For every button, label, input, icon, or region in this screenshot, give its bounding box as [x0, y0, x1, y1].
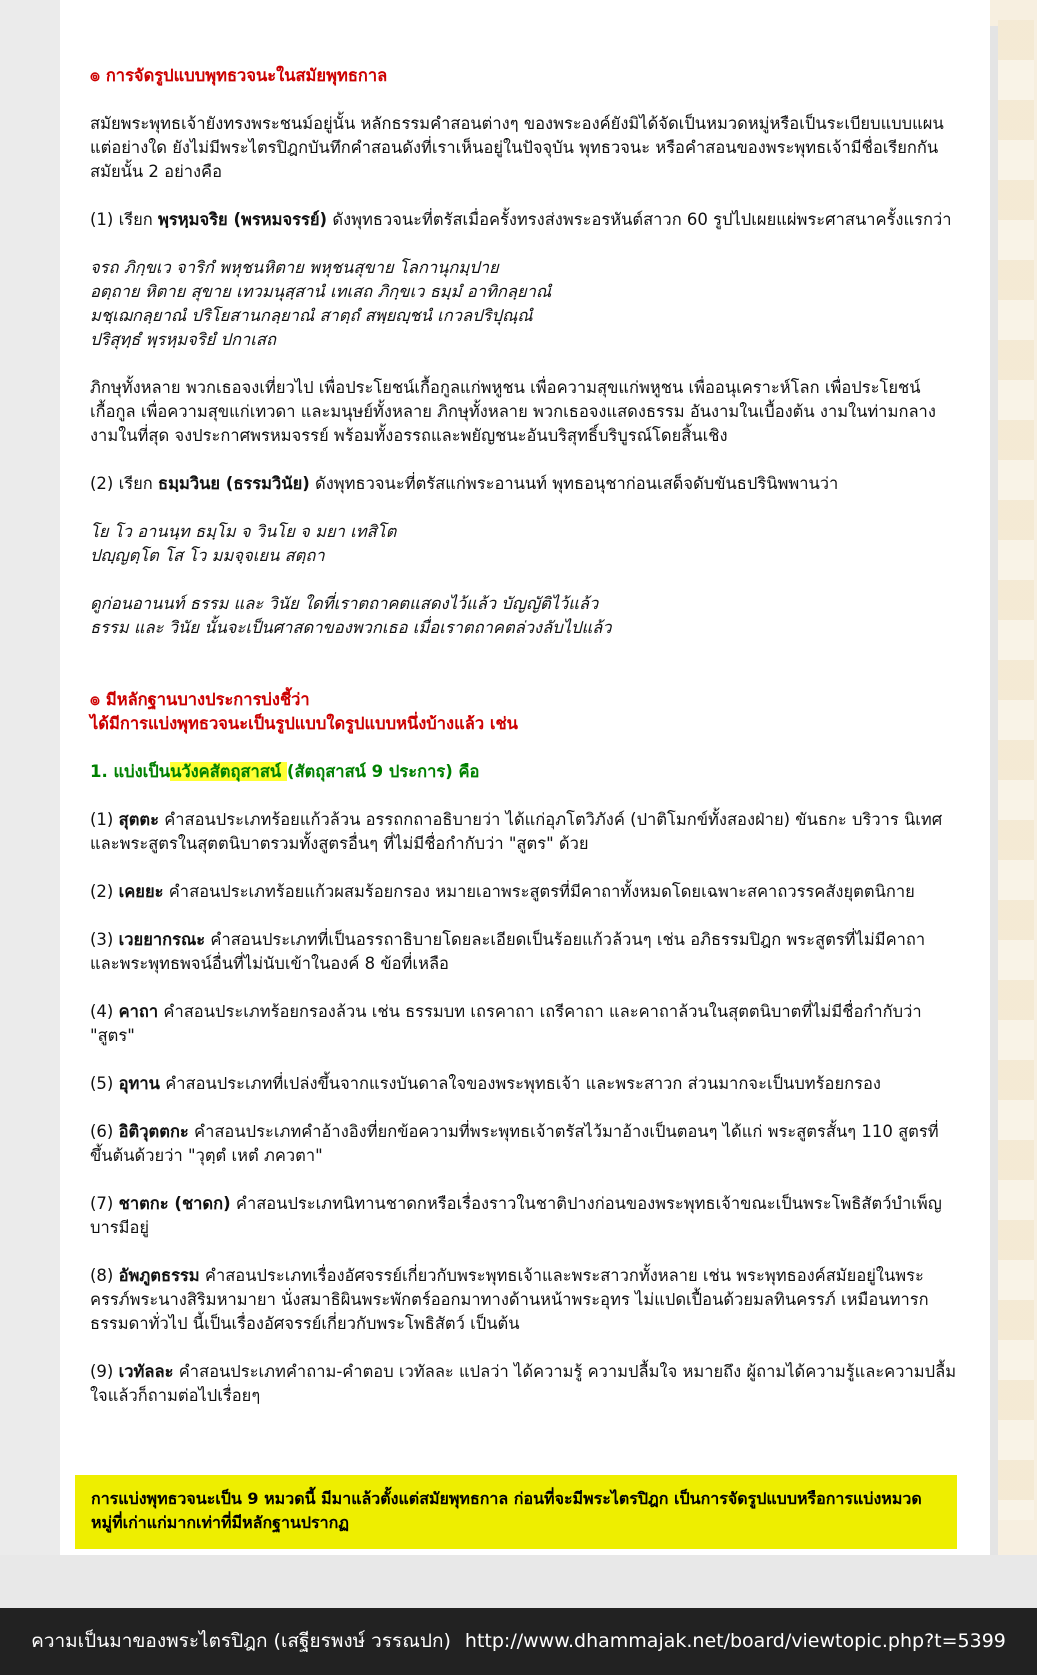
heading-3-post: (สัตถุสาสน์ 9 ประการ) คือ [286, 762, 480, 781]
item-number: (3) [90, 930, 119, 949]
heading-line: ๏ มีหลักฐานบางประการบ่งชี้ว่า [90, 690, 310, 709]
item-desc: คำสอนประเภทร้อยแก้วผสมร้อยกรอง หมายเอาพระสูตรที่มีคาถาทั้งหมดโดยเฉพาะสคาถวรรคสังยุตตนิกาย [163, 882, 915, 901]
footer-bar [0, 1608, 1037, 1675]
section-heading-2 [90, 688, 960, 736]
item-desc: คำสอนประเภทที่เปล่งขึ้นจากแรงบันดาลใจของพระพุทธเจ้า และพระสาวก ส่วนมากจะเป็นบทร้อยกรอง [159, 1074, 881, 1093]
item-number: (6) [90, 1122, 119, 1141]
item-1-rest: ดังพุทธวจนะที่ตรัสเมื่อครั้งทรงส่งพระอรหันต์สาวก 60 รูปไปเผยแผ่พระศาสนาครั้งแรกว่า [327, 210, 952, 229]
item-1-paragraph [90, 208, 960, 232]
translation-1: ภิกษุทั้งหลาย พวกเธอจงเที่ยวไป เพื่อประโยชน์เกื้อกูลแก่พหูชน เพื่อความสุขแก่พหูชน เพื่ออนุเคราะห์โลก เพื่อประโยชน์เกื้อกูล เพื่อความสุขแก่เทวดา และมนุษย์ทั้งหลาย ภิกษุทั้งหลาย พวกเธอจงแสดงธรรม อันงามในเบื้องต้น งามในท่ามกลาง งามในที่สุด จงประกาศพรหมจรรย์ พร้อมทั้งอรรถและพยัญชนะอันบริสุทธิ์บริบูรณ์โดยสิ้นเชิง [90, 378, 936, 445]
list-item [90, 1000, 960, 1048]
item-desc: คำสอนประเภทนิทานชาดกหรือเรื่องราวในชาติปางก่อนของพระพุทธเจ้าขณะเป็นพระโพธิสัตว์บำเพ็ญบารมีอยู่ [90, 1194, 942, 1237]
pali-line: มชฺเฌกลฺยาณํ ปริโยสานกลฺยาณํ สาตฺถํ สพฺยญฺชนํ เกวลปริปุณฺณํ [90, 306, 533, 325]
decorative-pattern [998, 20, 1034, 1520]
translation-line: ธรรม และ วินัย นั้นจะเป็นศาสดาของพวกเธอ เมื่อเราตถาคตล่วงลับไปแล้ว [90, 618, 612, 637]
item-2-prefix: (2) เรียก [90, 474, 159, 493]
list-item [90, 808, 960, 856]
item-number: (7) [90, 1194, 119, 1213]
item-desc: คำสอนประเภทที่เป็นอรรถาธิบายโดยละเอียดเป็นร้อยแก้วล้วนๆ เช่น อภิธรรมปิฎก พระสูตรที่ไม่มีคาถา และพระพุทธพจน์อื่นที่ไม่นับเข้าในองค์ 8 ข้อที่เหลือ [90, 930, 926, 973]
item-desc: คำสอนประเภทคำถาม-คำตอบ เวทัลละ แปลว่า ได้ความรู้ ความปลื้มใจ หมายถึง ผู้ถามได้ความรู้และความปลื้มใจแล้วก็ถามต่อไปเรื่อยๆ [90, 1362, 957, 1405]
item-desc: คำสอนประเภทร้อยกรองล้วน เช่น ธรรมบท เถรคาถา เถรีคาถา และคาถาล้วนในสุตตนิบาตที่ไม่มีชื่อกำกับว่า "สูตร" [90, 1002, 922, 1045]
item-2-paragraph [90, 472, 960, 496]
item-2-term: ธมฺมวินย (ธรรมวินัย) [158, 474, 310, 493]
list-item [90, 1072, 960, 1096]
item-term: เวทัลละ [118, 1362, 174, 1381]
item-term: ชาตกะ (ชาดก) [118, 1194, 231, 1213]
translation-line: ดูก่อนอานนท์ ธรรม และ วินัย ใดที่เราตถาคตแสดงไว้แล้ว บัญญัติไว้แล้ว [90, 594, 599, 613]
translation-2 [90, 592, 960, 640]
item-1-term: พฺรหฺมจริย (พรหมจรรย์) [158, 210, 328, 229]
pali-line: โย โว อานนฺท ธมฺโม จ วินโย จ มยา เทสิโต [90, 522, 397, 541]
intro-paragraph: สมัยพระพุทธเจ้ายังทรงพระชนม์อยู่นั้น หลักธรรมคำสอนต่างๆ ของพระองค์ยังมิได้จัดเป็นหมวดหมู่หรือเป็นระเบียบแบบแผนแต่อย่างใด ยังไม่มีพระไตรปิฎกบันทึกคำสอนดังที่เราเห็นอยู่ในปัจจุบัน พุทธวจนะ หรือคำสอนของพระพุทธเจ้ามีชื่อเรียกกันสมัยนั้น 2 อย่างคือ [90, 114, 944, 181]
item-2-rest: ดังพุทธวจนะที่ตรัสแก่พระอานนท์ พุทธอนุชาก่อนเสด็จดับขันธปรินิพพานว่า [309, 474, 839, 493]
item-number: (5) [90, 1074, 119, 1093]
item-number: (1) [90, 810, 119, 829]
pali-line: จรถ ภิกฺขเว จาริกํ พหุชนหิตาย พหุชนสุขาย โลกานุกมฺปาย [90, 258, 499, 277]
pali-line: อตฺถาย หิตาย สุขาย เทวมนุสฺสานํ เทเสถ ภิกฺขเว ธมฺมํ อาทิกลฺยาณํ [90, 282, 552, 301]
item-term: สุตตะ [118, 810, 159, 829]
heading-line: ได้มีการแบ่งพุทธวจนะเป็นรูปแบบใดรูปแบบหนึ่งบ้างแล้ว เช่น [90, 714, 518, 733]
item-desc: คำสอนประเภทเรื่องอัศจรรย์เกี่ยวกับพระพุทธเจ้าและพระสาวกทั้งหลาย เช่น พระพุทธองค์สมัยอยู่ในพระครรภ์พระนางสิริมหามายา นั่งสมาธิผินพระพักตร์ออกมาทางด้านหน้าพระอุทร ไม่แปดเปื้อนด้วยมลทินครรภ์ เหมือนทารกธรรมดาทั่วไป นี้เป็นเรื่องอัศจรรย์เกี่ยวกับพระโพธิสัตว์ เป็นต้น [90, 1266, 929, 1333]
left-margin [0, 0, 60, 1555]
pali-verse-1 [90, 256, 960, 352]
section-heading-1: ๏ การจัดรูปแบบพุทธวจนะในสมัยพุทธกาล [90, 66, 388, 85]
item-desc: คำสอนประเภทร้อยแก้วล้วน อรรถกถาอธิบายว่า ได้แก่อุภโตวิภังค์ (ปาติโมกข์ทั้งสองฝ่าย) ขันธกะ บริวาร นิเทศ และพระสูตรในสุตตนิบาตรวมทั้งสูตรอื่นๆ ที่ไม่มีชื่อกำกับว่า "สูตร" ด้วย [90, 810, 943, 853]
item-number: (8) [90, 1266, 119, 1285]
footer-source: ความเป็นมาของพระไตรปิฎก (เสฐียรพงษ์ วรรณปก) [31, 1630, 451, 1652]
list-item [90, 880, 960, 904]
footer-url[interactable]: http://www.dhammajak.net/board/viewtopic.php?t=5399 [464, 1630, 1006, 1652]
item-term: เคยยะ [118, 882, 164, 901]
list-item [90, 1120, 960, 1168]
item-desc: คำสอนประเภทคำอ้างอิงที่ยกข้อความที่พระพุทธเจ้าตรัสไว้มาอ้างเป็นตอนๆ ได้แก่ พระสูตรสั้นๆ 110 สูตรที่ขึ้นต้นด้วยว่า "วุตฺตํ เหตํ ภควตา" [90, 1122, 939, 1165]
highlighted-term: นวังคสัตถุสาสน์ [170, 762, 287, 781]
list-item [90, 928, 960, 976]
item-1-prefix: (1) เรียก [90, 210, 159, 229]
item-number: (9) [90, 1362, 119, 1381]
item-term: อุทาน [118, 1074, 160, 1093]
item-number: (4) [90, 1002, 119, 1021]
content-scrollbar [990, 26, 998, 1555]
item-term: อิติวุตตกะ [118, 1122, 189, 1141]
pali-verse-2 [90, 520, 960, 568]
top-strip [0, 0, 1037, 26]
list-item [90, 1264, 960, 1336]
heading-3-pre: 1. แบ่งเป็น [90, 762, 171, 781]
item-term: อัพภูตธรรม [118, 1266, 200, 1285]
item-term: เวยยากรณะ [118, 930, 206, 949]
pali-line: ปญฺญตฺโต โส โว มมจฺจเยน สตฺถา [90, 546, 325, 565]
item-term: คาถา [118, 1002, 159, 1021]
item-number: (2) [90, 882, 119, 901]
list-item [90, 1360, 960, 1408]
highlight-note-box: การแบ่งพุทธวจนะเป็น 9 หมวดนี้ มีมาแล้วตั้งแต่สมัยพุทธกาล ก่อนที่จะมีพระไตรปิฎก เป็นการจัดรูปแบบหรือการแบ่งหมวดหมู่ที่เก่าแก่มากเท่าที่มีหลักฐานปรากฏ [75, 1475, 957, 1549]
list-item [90, 1192, 960, 1240]
section-heading-3 [90, 760, 960, 784]
pali-line: ปริสุทฺธํ พฺรหฺมจริยํ ปกาเสถ [90, 330, 276, 349]
article-content [60, 26, 990, 1555]
anga-list [90, 808, 960, 1408]
